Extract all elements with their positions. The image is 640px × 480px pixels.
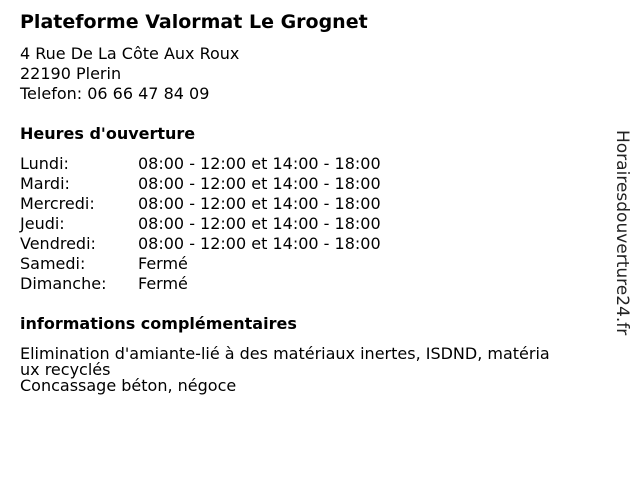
info-line: ux recyclés (20, 360, 111, 379)
day-label: Jeudi: (20, 214, 65, 233)
city-postcode: 22190 Plerin (20, 64, 122, 83)
site-watermark: Horairesdouverture24.fr (612, 130, 632, 336)
hours-value: 08:00 - 12:00 et 14:00 - 18:00 (138, 194, 381, 213)
street-address: 4 Rue De La Côte Aux Roux (20, 44, 240, 63)
additional-info-text (20, 344, 600, 396)
hours-value: 08:00 - 12:00 et 14:00 - 18:00 (138, 154, 381, 173)
info-line: Concassage béton, négoce (20, 376, 237, 395)
hours-value: Fermé (138, 274, 188, 293)
opening-hours-table (20, 154, 381, 294)
day-label: Dimanche: (20, 274, 107, 293)
hours-row-monday (20, 154, 381, 174)
hours-row-saturday (20, 254, 381, 274)
day-label: Samedi: (20, 254, 86, 273)
hours-row-tuesday (20, 174, 381, 194)
additional-info-heading: informations complémentaires (20, 314, 297, 333)
hours-row-friday (20, 234, 381, 254)
hours-value: 08:00 - 12:00 et 14:00 - 18:00 (138, 214, 381, 233)
day-label: Mardi: (20, 174, 70, 193)
opening-hours-heading: Heures d'ouverture (20, 124, 196, 143)
hours-value: 08:00 - 12:00 et 14:00 - 18:00 (138, 174, 381, 193)
business-name: Plateforme Valormat Le Grognet (20, 11, 368, 33)
hours-row-sunday (20, 274, 381, 294)
hours-row-thursday (20, 214, 381, 234)
hours-row-wednesday (20, 194, 381, 214)
info-line: Elimination d'amiante-lié à des matériaux inertes, ISDND, matéria (20, 344, 550, 363)
day-label: Vendredi: (20, 234, 96, 253)
hours-value: Fermé (138, 254, 188, 273)
hours-value: 08:00 - 12:00 et 14:00 - 18:00 (138, 234, 381, 253)
day-label: Lundi: (20, 154, 69, 173)
day-label: Mercredi: (20, 194, 95, 213)
phone-number: Telefon: 06 66 47 84 09 (20, 84, 210, 103)
address-block (20, 44, 239, 104)
